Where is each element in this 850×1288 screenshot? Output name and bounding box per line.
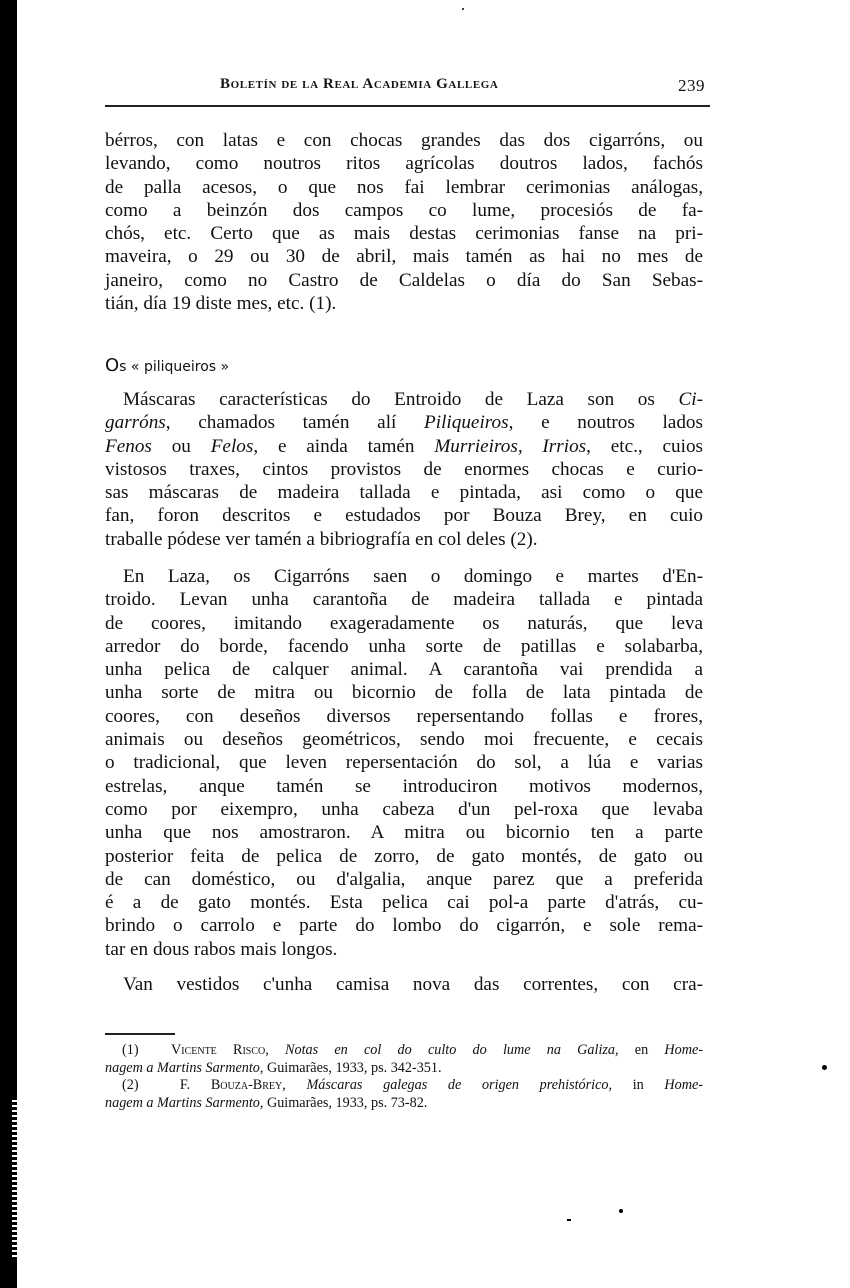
footnote-title: Notas en col do culto do lume na Galiza <box>285 1042 616 1058</box>
text-run: , chamados tamén alí <box>165 412 425 434</box>
running-title: Boletín de la Real Academia Gallega <box>220 76 499 92</box>
footnote-line <box>105 1060 703 1078</box>
text-run: , e ainda tamén <box>253 435 435 457</box>
text-line: arredor do borde, facendo unha sorte de patillas e solabarba, <box>105 635 703 657</box>
footnote-source: nagem a Martins Sarmento <box>105 1094 260 1111</box>
footnote-rule <box>105 1033 175 1035</box>
header-rule <box>105 105 710 107</box>
text-line: bérros, con latas e con chocas grandes das dos cigarróns, ou <box>105 130 703 151</box>
footnote-title-cont: Home- <box>664 1042 704 1058</box>
text-run: Máscaras características do Entroido de Laza son os <box>123 389 679 410</box>
italic-term: Ci- <box>678 389 703 410</box>
footnote-connector: , in <box>608 1077 665 1093</box>
text-line: tar en dous rabos mais longos. <box>105 938 338 960</box>
text-line: unha sorte de mitra ou bicornio de folla de lata pintada de <box>105 682 703 704</box>
text-line: troido. Levan unha carantoña de madeira tallada e pintada <box>105 589 703 611</box>
text-line: é a de gato montés. Esta pelica cai pol-a parte d'atrás, cu- <box>105 892 703 914</box>
footnote-pub: , Guimarães, 1933, ps. 342-351. <box>259 1059 442 1076</box>
text-line: como por eixempro, unha cabeza d'un pel-roxa que levaba <box>105 798 703 820</box>
footnote-connector: , en <box>615 1042 665 1058</box>
text-line: animais ou deseños geométricos, sendo moi frecuente, e cecais <box>105 729 703 751</box>
running-head <box>105 72 705 102</box>
italic-term: Piliqueiros <box>424 412 509 434</box>
text-line: Van vestidos c'unha camisa nova das correntes, con cra- <box>123 974 703 995</box>
footnote-1 <box>105 1042 703 1077</box>
section-title: « piliqueiros » <box>130 359 230 375</box>
text-line <box>105 458 703 481</box>
section-initial: O <box>105 355 120 376</box>
footnote-title-cont: Home- <box>664 1077 704 1093</box>
text-line: brindo o carrolo e parte do lombo do cigarrón, e sole rema- <box>105 915 703 937</box>
italic-term: Murrieiros, Irrios <box>434 435 587 457</box>
text-line: chós, etc. Certo que as mais destas cerimonias fanse na pri- <box>105 223 703 245</box>
text-line <box>105 528 703 551</box>
scan-speck <box>567 1219 571 1221</box>
italic-term: garróns <box>105 412 166 434</box>
footnote-2 <box>105 1077 703 1112</box>
text-line: o tradicional, que leven repersentación do sol, a lúa e varias <box>105 752 703 774</box>
footnote-pub: , Guimarães, 1933, ps. 73-82. <box>259 1094 428 1111</box>
footnote-marker: (2) <box>122 1077 139 1093</box>
scan-binding-edge <box>0 0 17 1288</box>
footnote-line: (1) Vicente Risco, Notas en col do culto do lume na Galiza, en Home- <box>122 1042 704 1058</box>
text-run: , e noutros lados <box>508 412 703 434</box>
scan-speck <box>822 1065 827 1070</box>
text-line <box>105 435 703 458</box>
text-line: tián, día 19 diste mes, etc. (1). <box>105 293 337 315</box>
footnote-marker: (1) <box>122 1042 139 1058</box>
text-line: coores, con deseños diversos repersentando follas e frores, <box>105 705 703 727</box>
text-line: de can doméstico, ou d'algalia, anque parez que a preferida <box>105 868 703 890</box>
text-line: de palla acesos, o que nos fai lembrar cerimonias análogas, <box>105 176 703 198</box>
section-initial-rest: s <box>119 359 127 375</box>
text-line <box>105 388 703 411</box>
text-line: de coores, imitando exageradamente os naturás, que leva <box>105 612 703 634</box>
book-page <box>105 72 705 1111</box>
text-line: En Laza, os Cigarróns saen o domingo e martes d'En- <box>123 566 703 587</box>
footnote-line: (2) F. Bouza-Brey, Máscaras galegas de origen prehistórico, in Home- <box>122 1077 704 1093</box>
text-run: sas máscaras de madeira tallada e pintada, asi como o que <box>105 482 703 504</box>
footnote-line <box>105 1095 703 1113</box>
scan-speck <box>462 8 464 10</box>
text-line: janeiro, como no Castro de Caldelas o día do San Sebas- <box>105 269 703 291</box>
paragraph-2 <box>105 388 703 551</box>
text-line <box>105 504 703 527</box>
text-line: estrelas, anque tamén se introduciron motivos modernos, <box>105 775 703 797</box>
text-run: , etc., cuios <box>586 435 704 457</box>
italic-term: Felos <box>210 435 254 457</box>
text-line: maveira, o 29 ou 30 de abril, mais tamén as hai no mes de <box>105 246 703 268</box>
scan-speck <box>619 1209 623 1213</box>
page-number: 239 <box>678 76 705 95</box>
footnote-source: nagem a Martins Sarmento <box>105 1059 260 1076</box>
paragraph-3 <box>105 565 703 961</box>
text-line: unha que nos amostraron. A mitra ou bicornio ten a parte <box>105 822 703 844</box>
text-line: posterior feita de pelica de zorro, de gato montés, de gato ou <box>105 845 703 867</box>
footnote-author: Vicente Risco <box>171 1042 266 1058</box>
text-line: levando, como noutros ritos agrícolas doutros lados, fachós <box>105 153 703 175</box>
text-run: fan, foron descritos e estudados por Bouza Brey, en cuio <box>105 505 703 527</box>
section-heading <box>105 355 229 376</box>
text-run: ou <box>151 435 211 457</box>
paragraph-1 <box>105 129 703 315</box>
footnote-title: Máscaras galegas de origen prehistórico <box>306 1077 609 1093</box>
italic-term: Fenos <box>105 435 152 457</box>
paragraph-4 <box>105 973 703 996</box>
text-line <box>105 411 703 434</box>
text-line <box>105 481 703 504</box>
footnote-author: F. Bouza-Brey <box>179 1077 283 1093</box>
text-run: traballe pódese ver tamén a bibriografía en col deles (2). <box>105 528 538 550</box>
footnotes <box>105 1042 703 1112</box>
text-run: vistosos traxes, cintos provistos de enormes chocas e curio- <box>105 458 703 480</box>
text-line: unha pelica de calquer animal. A carantoña vai prendida a <box>105 659 703 681</box>
text-line: como a beinzón dos campos co lume, procesiós de fa- <box>105 199 703 221</box>
